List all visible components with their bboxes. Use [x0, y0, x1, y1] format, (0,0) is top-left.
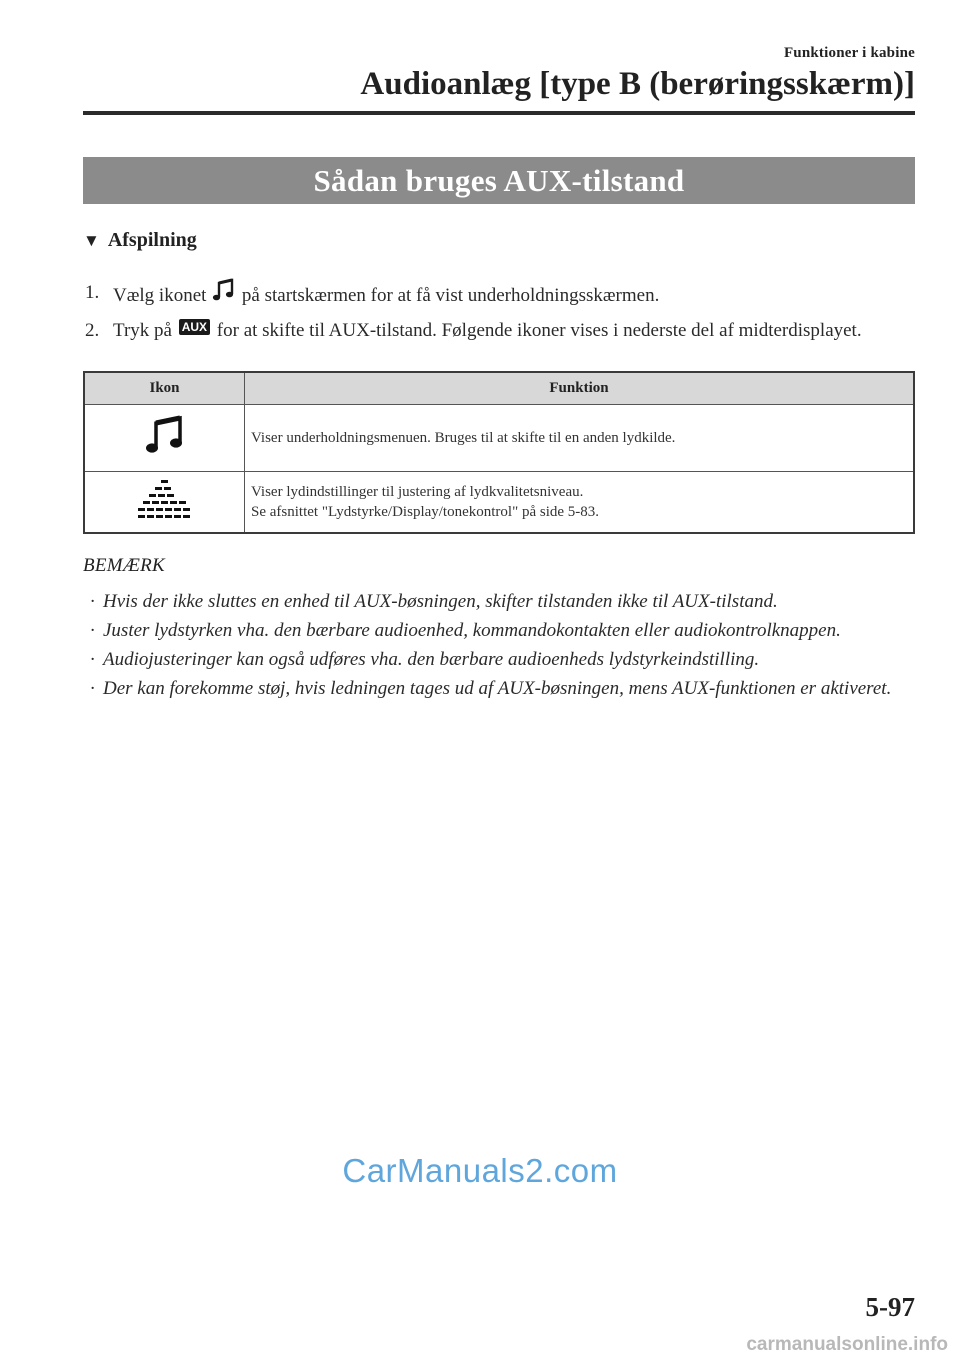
- table-icon-cell: [84, 472, 245, 534]
- subheading-text: Afspilning: [107, 229, 197, 251]
- note-title: BEMÆRK: [83, 555, 166, 576]
- header-divider: [83, 111, 915, 115]
- table-function-cell: [245, 405, 915, 472]
- note-text: Hvis der ikke sluttes en enhed til AUX-bøsningen, skifter tilstanden ikke til AUX-tilstand.: [103, 591, 778, 612]
- step-number: 2.: [85, 320, 100, 341]
- table-function-cell: [245, 472, 915, 534]
- table-icon-cell: [84, 405, 245, 472]
- running-header-chapter: Audioanlæg [type B (berøringsskærm)]: [360, 66, 915, 102]
- table-header-function: Funktion: [245, 372, 915, 405]
- bullet-icon: ·: [90, 620, 95, 641]
- function-text-reference: Se afsnittet "Lydstyrke/Display/tonekontrol" på side 5-83.: [251, 504, 600, 520]
- section-title-banner: Sådan bruges AUX-tilstand: [83, 157, 915, 204]
- icon-function-table: [83, 371, 915, 534]
- bullet-icon: ·: [90, 678, 95, 699]
- step-text-before: Vælg ikonet: [113, 285, 207, 306]
- note-text: Audiojusteringer kan også udføres vha. den bærbare audioenheds lydstyrkeindstilling.: [103, 649, 760, 670]
- note-item: [83, 647, 915, 673]
- step-item: [83, 316, 915, 345]
- watermark: CarManuals2.com: [342, 1152, 618, 1189]
- bullet-icon: ·: [90, 649, 95, 670]
- subheading: [83, 229, 197, 252]
- table-row: [84, 405, 914, 472]
- page-number: 5-97: [865, 1292, 915, 1322]
- table-header-icon: Ikon: [84, 372, 245, 405]
- running-header-section: Funktioner i kabine: [783, 45, 915, 61]
- function-text: Viser underholdningsmenuen. Bruges til at skifte til en anden lydkilde.: [251, 430, 676, 446]
- note-item: [83, 589, 915, 615]
- step-text-after: på startskærmen for at få vist underholdningsskærmen.: [241, 285, 660, 306]
- step-text-before: Tryk på: [113, 320, 172, 341]
- note-list: [83, 589, 915, 705]
- aux-button-icon: AUX: [179, 319, 210, 335]
- bullet-icon: ·: [90, 591, 95, 612]
- table-row: [84, 472, 914, 534]
- triangle-marker-icon: ▼: [83, 230, 100, 250]
- music-note-icon: [211, 278, 237, 313]
- footer-site-watermark: carmanualsonline.info: [746, 1334, 948, 1355]
- function-text: Viser lydindstillinger til justering af lydkvalitetsniveau.: [251, 484, 584, 500]
- music-note-icon: [143, 446, 187, 462]
- equalizer-icon: [137, 510, 193, 526]
- note-text: Der kan forekomme støj, hvis ledningen tages ud af AUX-bøsningen, mens AUX-funktionen er aktiveret.: [103, 678, 892, 699]
- step-number: 1.: [85, 282, 100, 303]
- step-text-after: for at skifte til AUX-tilstand. Følgende ikoner vises i nederste del af midterdisplayet.: [216, 320, 862, 341]
- note-item: [83, 676, 915, 702]
- note-text: Juster lydstyrken vha. den bærbare audioenhed, kommandokontakten eller audiokontrolknappen.: [103, 620, 841, 641]
- instruction-steps: [83, 278, 915, 348]
- step-item: [83, 278, 915, 313]
- note-item: [83, 618, 915, 644]
